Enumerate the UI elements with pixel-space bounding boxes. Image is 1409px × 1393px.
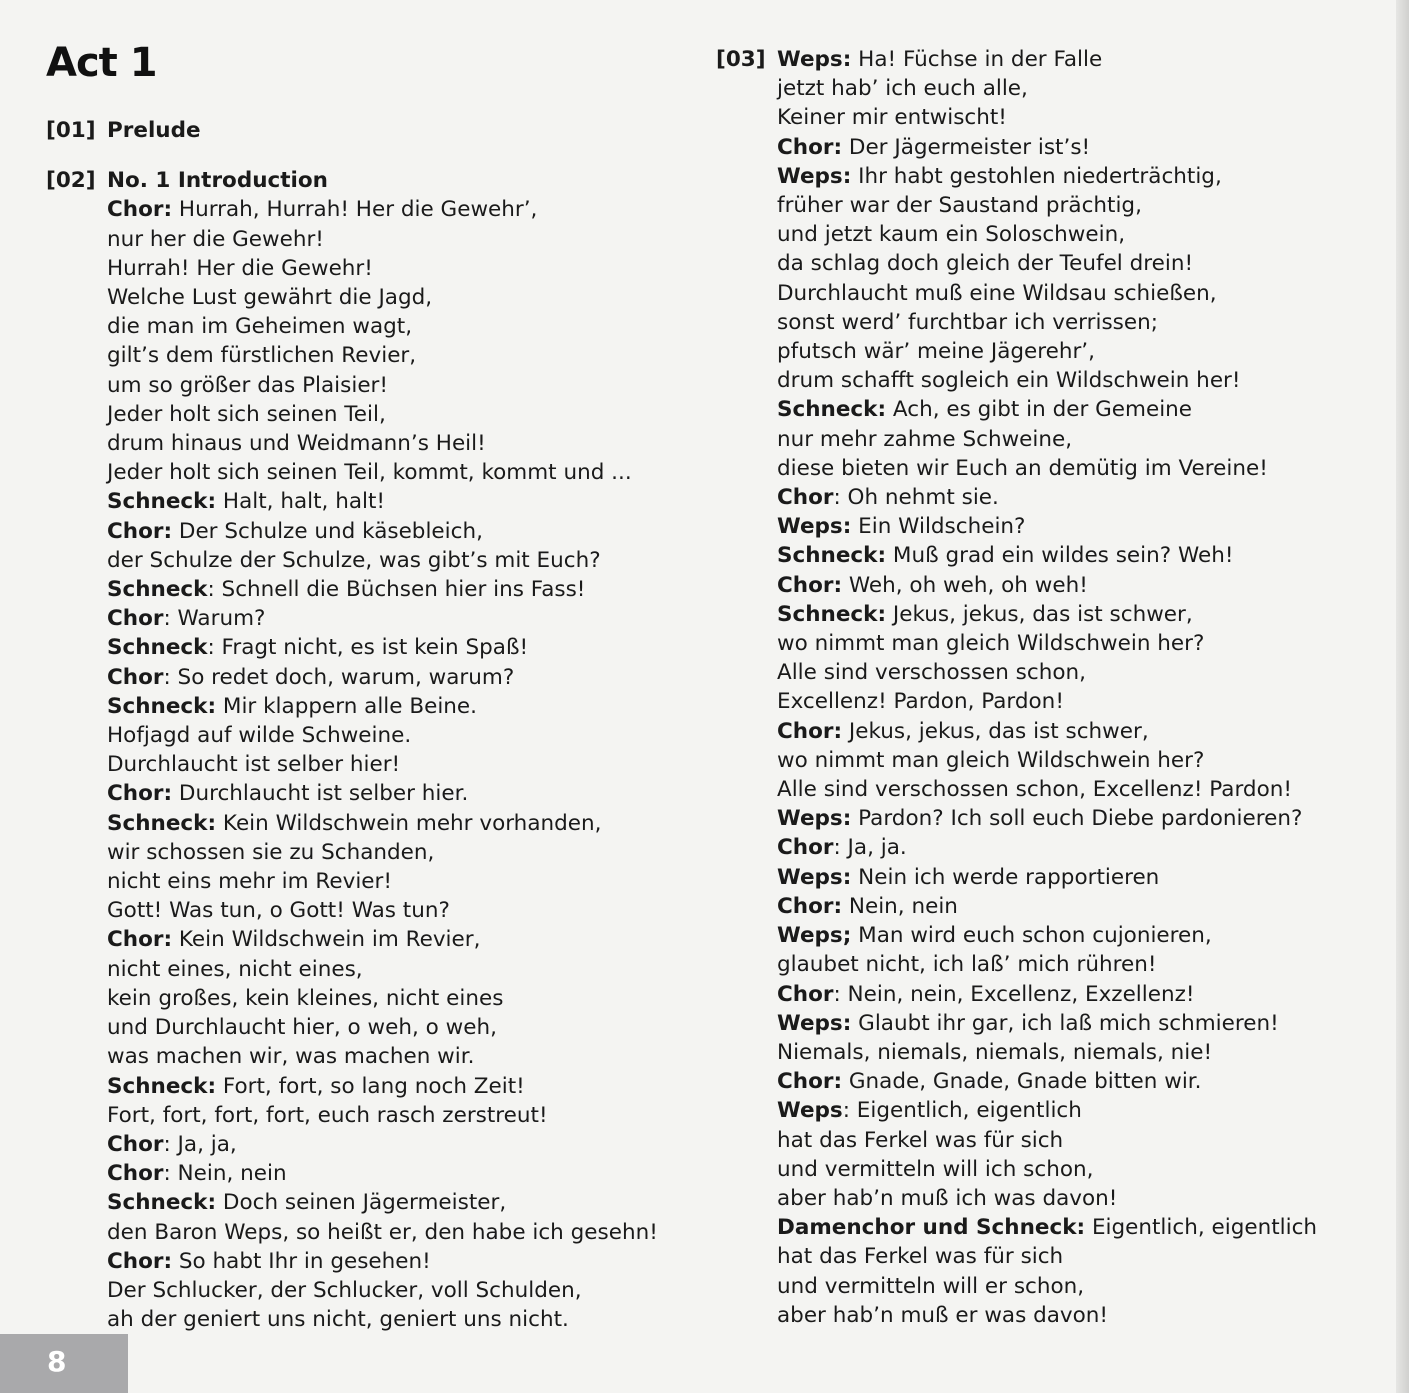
lyric-line [777,1067,1386,1096]
track-lyrics [777,45,1386,1330]
lyric-text: der Schulze der Schulze, was gibt’s mit Euch? [107,547,601,573]
speaker-name: Chor: [107,518,173,544]
speaker-name: Schneck: [107,1073,217,1099]
lyric-text: nicht eines, nicht eines, [107,956,363,982]
lyric-text: glaubet nicht, ich laß’ mich rühren! [777,952,1157,978]
lyric-text: Pardon? Ich soll euch Diebe pardonieren? [851,806,1303,832]
lyric-text: Alle sind verschossen schon, [777,660,1086,686]
lyric-text: Hurrah! Her die Gewehr! [107,255,373,281]
lyric-text: den Baron Weps, so heißt er, den habe ich gesehn! [107,1219,658,1245]
lyric-line [777,483,1386,512]
lyric-text: pfutsch wär’ meine Jägerehr’, [777,339,1095,365]
lyric-line [107,1101,686,1130]
track-number: [01] [46,118,96,143]
speaker-name: Weps: [777,47,852,72]
lyric-text: und vermitteln will er schon, [777,1273,1085,1299]
lyric-line [777,103,1386,132]
speaker-name: Weps: [777,806,852,832]
lyric-line [107,721,686,750]
lyric-line [777,1009,1386,1038]
speaker-name: Chor: [107,1248,173,1274]
lyric-line [107,371,686,400]
lyric-text: gilt’s dem fürstlichen Revier, [107,343,417,369]
track-number: [03] [716,47,766,72]
lyric-line [777,133,1386,162]
lyric-text: : Eigentlich, eigentlich [842,1098,1082,1124]
lyric-line [777,1301,1386,1330]
lyric-line [777,746,1386,775]
lyric-text: Ihr habt gestohlen niederträchtig, [851,163,1222,189]
lyric-text: Muß grad ein wildes sein? Weh! [886,543,1234,569]
lyric-line [777,1038,1386,1067]
lyric-text: ah der geniert uns nicht, geniert uns nicht. [107,1307,569,1333]
speaker-name: Weps [777,1098,843,1124]
lyric-line [107,254,686,283]
lyric-line [777,191,1386,220]
lyric-text: Nein, nein [842,893,958,919]
lyric-text: : Nein, nein [163,1161,287,1187]
lyric-text: Halt, halt, halt! [216,489,386,515]
lyric-text: was machen wir, was machen wir. [107,1044,475,1070]
lyric-text: nicht eins mehr im Revier! [107,869,392,895]
speaker-name: Chor [107,606,164,632]
lyric-text: : Nein, nein, Excellenz, Exzellenz! [833,981,1195,1007]
lyric-line [777,249,1386,278]
lyric-text: Durchlaucht muß eine Wildsau schießen, [777,280,1217,306]
lyric-text: Hofjagd auf wilde Schweine. [107,723,412,749]
lyric-line [777,541,1386,570]
lyric-line [107,1247,686,1276]
lyric-text: Hurrah, Hurrah! Her die Gewehr’, [172,197,538,223]
lyric-text: Glaubt ihr gar, ich laß mich schmieren! [851,1010,1279,1036]
lyric-text: Ha! Füchse in der Falle [851,47,1103,72]
lyric-line [107,546,686,575]
lyric-line [107,867,686,896]
speaker-name: Chor: [107,927,173,953]
lyric-text: : Schnell die Büchsen hier ins Fass! [207,577,586,603]
lyric-text: Weh, oh weh, oh weh! [842,572,1088,598]
lyric-text: : Ja, ja, [163,1131,237,1157]
lyric-line [107,1188,686,1217]
lyric-line [107,604,686,633]
lyric-line [777,980,1386,1009]
speaker-name: Chor [107,1161,164,1187]
lyric-line [777,863,1386,892]
speaker-name: Schneck: [107,693,217,719]
lyric-text: wo nimmt man gleich Wildschwein her? [777,631,1205,657]
speaker-name: Damenchor und Schneck: [777,1215,1086,1241]
speaker-name: Chor: [777,572,843,598]
lyric-text: Jekus, jekus, das ist schwer, [886,601,1193,627]
lyric-line [107,984,686,1013]
lyric-text: Der Schlucker, der Schlucker, voll Schulden, [107,1277,582,1303]
lyric-text: Kein Wildschwein im Revier, [172,927,481,953]
speaker-name: Weps: [777,514,852,540]
lyric-line [777,308,1386,337]
lyric-line [107,1276,686,1305]
lyric-line [777,1155,1386,1184]
speaker-name: Weps: [777,864,852,890]
speaker-name: Chor: [107,781,173,807]
track-lyrics [107,166,686,1334]
lyric-text: : Ja, ja. [833,835,907,861]
speaker-name: Chor: [777,718,843,744]
lyric-line [107,487,686,516]
lyric-text: Gott! Was tun, o Gott! Was tun? [107,898,450,924]
lyric-line [777,425,1386,454]
speaker-name: Schneck: [107,489,217,515]
lyric-text: Ein Wildschein? [851,514,1026,540]
lyric-line [777,950,1386,979]
lyric-line [107,809,686,838]
lyric-text: aber hab’n muß ich was davon! [777,1185,1118,1211]
speaker-name: Weps: [777,1010,852,1036]
lyric-text: sonst werd’ furchtbar ich verrissen; [777,309,1158,335]
lyric-text: Der Schulze und käsebleich, [172,518,483,544]
speaker-name: Chor [777,485,834,511]
lyric-text: : Oh nehmt sie. [833,485,999,511]
lyric-line [777,1213,1386,1242]
speaker-name: Chor [777,835,834,861]
speaker-name: Chor: [777,1069,843,1095]
lyric-text: Man wird euch schon cujonieren, [851,923,1212,949]
lyric-line [777,804,1386,833]
lyric-line [777,600,1386,629]
lyric-text: drum hinaus und Weidmann’s Heil! [107,431,486,457]
lyric-line [107,1042,686,1071]
lyric-line [107,517,686,546]
track-title: Prelude [107,118,201,143]
lyric-text: Durchlaucht ist selber hier. [172,781,469,807]
lyric-line [107,779,686,808]
lyric-text: und jetzt kaum ein Soloschwein, [777,222,1126,248]
lyric-line [107,692,686,721]
lyric-line [777,687,1386,716]
lyric-text: : Fragt nicht, es ist kein Spaß! [207,635,529,661]
speaker-name: Weps: [777,163,852,189]
lyric-text: aber hab’n muß er was davon! [777,1302,1109,1328]
lyric-line [777,454,1386,483]
speaker-name: Schneck: [777,397,887,423]
lyric-line [107,1072,686,1101]
lyric-line [777,1272,1386,1301]
page-number: 8 [47,1345,67,1378]
track-02 [46,166,686,1334]
lyric-line [107,896,686,925]
lyric-line [777,833,1386,862]
lyric-line [777,921,1386,950]
lyric-line [107,225,686,254]
track-lyrics [107,116,686,145]
lyric-text: Keiner mir entwischt! [777,105,1007,131]
speaker-name: Weps; [777,923,852,949]
lyric-text: jetzt hab’ ich euch alle, [777,76,1028,102]
lyric-line [107,925,686,954]
speaker-name: Chor [777,981,834,1007]
speaker-name: Schneck: [777,543,887,569]
lyric-line [107,283,686,312]
lyric-line [777,1184,1386,1213]
lyric-text: hat das Ferkel was für sich [777,1127,1064,1153]
lyric-text: wo nimmt man gleich Wildschwein her? [777,747,1205,773]
lyric-line [107,1218,686,1247]
lyric-line [777,1126,1386,1155]
track-title: No. 1 Introduction [107,168,328,194]
lyric-line [107,838,686,867]
lyric-line [107,400,686,429]
lyric-line [107,1013,686,1042]
lyric-text: früher war der Saustand prächtig, [777,193,1142,219]
lyric-text: Doch seinen Jägermeister, [216,1190,507,1216]
lyric-text: nur her die Gewehr! [107,226,324,252]
track-03 [716,45,1386,1330]
lyric-line [777,892,1386,921]
lyric-text: Kein Wildschwein mehr vorhanden, [216,810,602,836]
lyric-line [777,571,1386,600]
lyric-text: : So redet doch, warum, warum? [163,664,515,690]
track-01 [46,116,686,145]
lyric-line [107,955,686,984]
page-spine-shadow [1396,0,1409,1393]
lyric-line [107,1130,686,1159]
left-column [46,116,686,1334]
lyric-text: drum schafft sogleich ein Wildschwein her! [777,368,1241,394]
lyric-text: um so größer das Plaisier! [107,372,389,398]
lyric-line [107,663,686,692]
lyric-text: So habt Ihr in gesehen! [172,1248,431,1274]
lyric-text: Nein ich werde rapportieren [851,864,1160,890]
lyric-text: Ach, es gibt in der Gemeine [886,397,1193,423]
lyric-text: und vermitteln will ich schon, [777,1156,1094,1182]
lyric-line [107,1305,686,1334]
lyric-text: Eigentlich, eigentlich [1085,1215,1318,1241]
lyric-line [107,633,686,662]
speaker-name: Chor: [777,134,843,160]
lyric-text: und Durchlaucht hier, o weh, o weh, [107,1015,497,1041]
lyric-line [777,512,1386,541]
speaker-name: Chor [107,1131,164,1157]
lyric-line [777,74,1386,103]
lyric-line [777,220,1386,249]
lyric-line [777,162,1386,191]
lyric-text: Fort, fort, fort, fort, euch rasch zerstreut! [107,1102,548,1128]
lyric-line [107,195,686,224]
lyric-line [777,1096,1386,1125]
lyric-line [777,337,1386,366]
lyric-line [777,629,1386,658]
lyric-text: Fort, fort, so lang noch Zeit! [216,1073,525,1099]
act-title: Act 1 [46,40,157,86]
speaker-name: Chor [107,664,164,690]
speaker-name: Schneck: [107,1190,217,1216]
track-number: [02] [46,168,96,194]
lyric-text: Jeder holt sich seinen Teil, kommt, kommt und ... [107,460,632,486]
lyric-line [777,658,1386,687]
lyric-line [107,575,686,604]
right-column [716,45,1386,1330]
lyric-line [107,341,686,370]
lyric-text: die man im Geheimen wagt, [107,314,413,340]
lyric-line [777,1242,1386,1271]
lyric-line [777,279,1386,308]
lyric-line [777,45,1386,74]
lyric-text: da schlag doch gleich der Teufel drein! [777,251,1194,277]
speaker-name: Chor: [777,893,843,919]
lyric-line [107,458,686,487]
speaker-name: Schneck: [777,601,887,627]
lyric-text: hat das Ferkel was für sich [777,1244,1064,1270]
lyric-line [777,717,1386,746]
lyric-text: Der Jägermeister ist’s! [842,134,1091,160]
lyric-line [107,750,686,779]
lyric-text: Jeder holt sich seinen Teil, [107,401,386,427]
lyric-line [107,429,686,458]
lyric-text: Jekus, jekus, das ist schwer, [842,718,1149,744]
speaker-name: Schneck [107,577,208,603]
lyric-line [107,1159,686,1188]
lyric-text: nur mehr zahme Schweine, [777,426,1073,452]
lyric-line [107,312,686,341]
lyric-text: wir schossen sie zu Schanden, [107,839,435,865]
lyric-text: Mir klappern alle Beine. [216,693,477,719]
lyric-line [777,775,1386,804]
lyric-text: : Warum? [163,606,266,632]
lyric-text: diese bieten wir Euch an demütig im Vereine! [777,455,1268,481]
lyric-text: Welche Lust gewährt die Jagd, [107,285,433,311]
lyric-line [777,366,1386,395]
speaker-name: Schneck [107,635,208,661]
speaker-name: Chor: [107,197,173,223]
lyric-line [777,395,1386,424]
lyric-text: Excellenz! Pardon, Pardon! [777,689,1064,715]
lyric-text: Alle sind verschossen schon, Excellenz! Pardon! [777,777,1292,803]
speaker-name: Schneck: [107,810,217,836]
lyric-text: Niemals, niemals, niemals, niemals, nie! [777,1039,1213,1065]
lyric-text: Durchlaucht ist selber hier! [107,752,401,778]
lyric-text: kein großes, kein kleines, nicht eines [107,985,504,1011]
lyric-text: Gnade, Gnade, Gnade bitten wir. [842,1069,1202,1095]
